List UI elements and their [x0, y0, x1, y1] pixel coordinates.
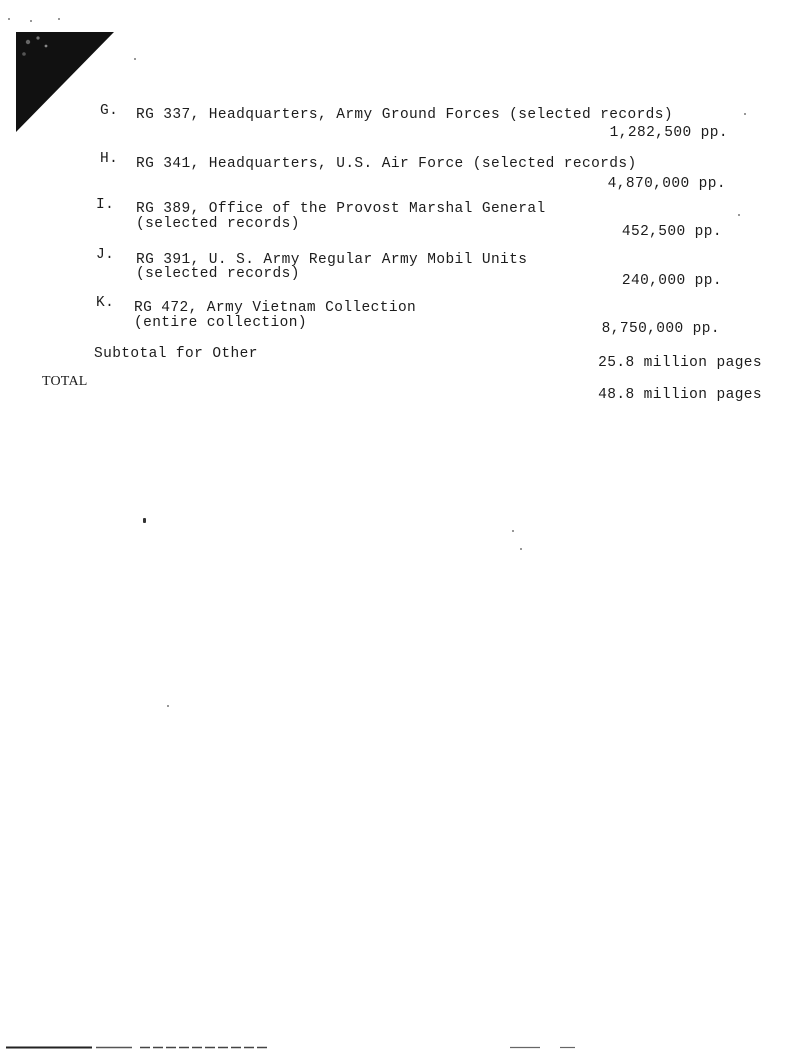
total-label: TOTAL [42, 374, 88, 389]
subtotal-amount: 25.8 million pages [598, 355, 762, 371]
entry-amount: 452,500 pp. [621, 224, 722, 240]
entry-description: RG 341, Headquarters, U.S. Air Force (selected records) [136, 156, 637, 172]
scan-speck [30, 20, 32, 22]
entry-amount: 240,000 pp. [621, 273, 722, 289]
scan-speck [8, 18, 10, 20]
entry-letter: K. [96, 295, 115, 311]
scan-speck [143, 518, 146, 523]
entry-letter: J. [96, 247, 115, 263]
entry-description: RG 389, Office of the Provost Marshal General [136, 201, 546, 217]
bottom-scan-line [0, 1046, 800, 1049]
entry-description-continued: (selected records) [136, 266, 300, 282]
entry-amount: 1,282,500 pp. [609, 125, 728, 141]
scan-speck [520, 548, 522, 550]
scan-speck [134, 58, 136, 60]
scan-speck [58, 18, 60, 20]
entry-amount: 8,750,000 pp. [601, 321, 720, 337]
entry-description-continued: (entire collection) [134, 315, 307, 331]
subtotal-label: Subtotal for Other [94, 346, 258, 362]
entry-description: RG 337, Headquarters, Army Ground Forces (selected records) [136, 107, 673, 123]
entry-description-continued: (selected records) [136, 216, 300, 232]
scan-speck [738, 214, 740, 216]
entry-letter: G. [100, 103, 119, 119]
entry-letter: H. [100, 151, 119, 167]
scan-speck [744, 113, 746, 115]
scan-speck [167, 705, 169, 707]
total-amount: 48.8 million pages [598, 387, 762, 403]
entry-letter: I. [96, 197, 115, 213]
entry-description: RG 391, U. S. Army Regular Army Mobil Units [136, 252, 528, 268]
entry-amount: 4,870,000 pp. [607, 176, 726, 192]
entry-description: RG 472, Army Vietnam Collection [134, 300, 417, 316]
scan-speck [512, 530, 514, 532]
